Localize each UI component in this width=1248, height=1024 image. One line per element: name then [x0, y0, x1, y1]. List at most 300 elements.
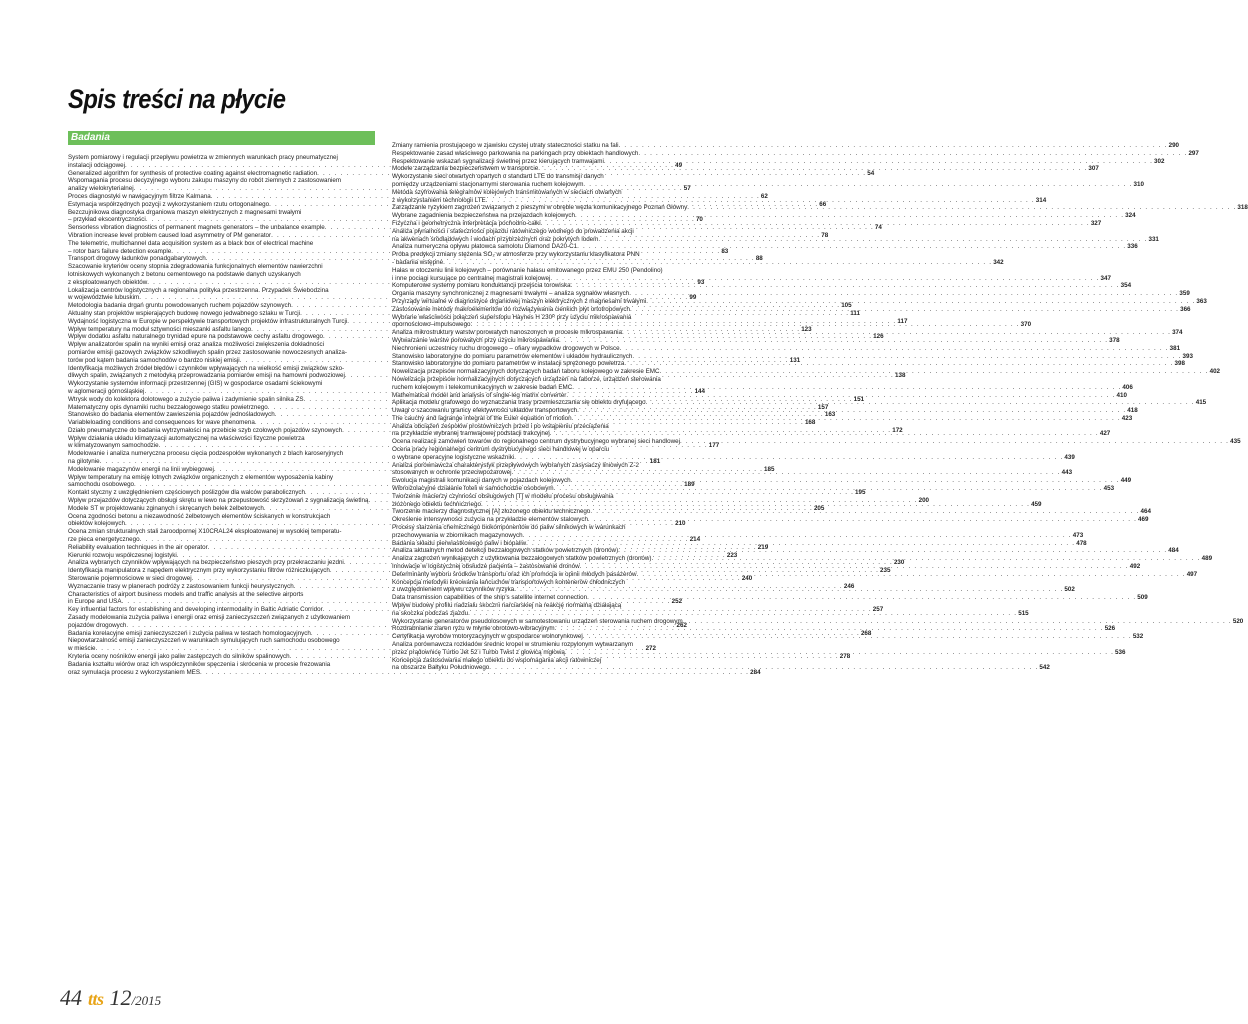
- toc-entry-title-line: Identyfikacja możliwych źródeł błędów i czynników wpływających na wielkość emisji związków szko-: [68, 364, 345, 372]
- toc-entry-title-line: Variableloading conditions and consequences for wave phenomena: [68, 419, 255, 427]
- toc-entry-title-line: Zasady modelowania zużycia paliwa i energii oraz emisji zanieczyszczeń związanych z użytkowaniem: [68, 614, 351, 622]
- toc-leader-dots: [618, 142, 1167, 150]
- toc-entry-page: 70: [695, 216, 703, 224]
- toc-entry-title-line: Analiza aktualnych metod detekcji bezzałogowych statków powietrznych (dronów): [392, 547, 619, 555]
- toc-entry-title-line: Generalized algorithm for synthesis of protective coating against electromagnetic radiation: [68, 169, 318, 177]
- toc-entry-page: 54: [867, 169, 875, 177]
- toc-entry-title-line: Wydajność logistyczna w Europie w perspektywie transportowych projektów infrastrukturalnych Turcji: [68, 317, 348, 325]
- toc-entry-title-line: Certyfikacja wyrobów motoryzacyjnych w gospodarce wolnorynkowej: [392, 633, 583, 641]
- toc-leader-dots: [637, 571, 1186, 579]
- toc-entry-page: 370: [1020, 321, 1032, 329]
- toc-entry-title-line: Reliability evaluation techniques in the air operator: [68, 543, 208, 551]
- toc-entry-title-line: - badania wstępne: [392, 258, 444, 266]
- toc-entry-page: 478: [1076, 539, 1087, 547]
- toc-entry-title-line: Wpływ budowy profilu nadzialu skoczni narciarskiej na reakcję normalną działającą: [392, 602, 622, 610]
- toc-leader-dots: [550, 430, 1099, 438]
- toc-entry-title-line: Niepowtarzalność emisji zanieczyszczeń w warunkach symulujących ruch samochodu osobowego: [68, 637, 340, 645]
- toc-entry-title-line: instalacji odciągowej: [68, 161, 125, 169]
- toc-entry-title-line: stosowanych w ochronie przeciwpożarowej: [392, 469, 512, 477]
- toc-entry-page: 318: [1237, 204, 1248, 212]
- toc-entry-page: 88: [755, 255, 763, 263]
- toc-entry-page: 324: [1125, 212, 1136, 220]
- toc-entry-page: 138: [895, 372, 906, 380]
- toc-entry-page: 157: [817, 403, 829, 411]
- toc-entry-page: 181: [649, 458, 661, 466]
- toc-leader-dots: [687, 204, 1236, 212]
- toc-leader-dots: [604, 158, 1153, 166]
- toc-entry-page: 302: [1154, 157, 1165, 165]
- toc-entry-title-line: o wybrane operacyjne logistyczne wskaźniki: [392, 453, 515, 461]
- toc-entry-page: 195: [855, 489, 866, 497]
- toc-leader-dots: [486, 197, 1035, 205]
- toc-leader-dots: [652, 555, 1201, 563]
- toc-leader-dots: [555, 625, 1104, 633]
- toc-entry-title-line: Wytwarzanie warstw porowatych przy użyciu mikrospawania: [392, 336, 560, 344]
- toc-entry-title-line: Procesy starzenia chemicznego biokomponentów do paliw silnikowych w warunkach: [392, 524, 626, 532]
- issue-number: 12: [109, 985, 132, 1010]
- toc-entry-title-line: Tworzenie macierzy czynności obsługowych [T] w modelu procesu obsługiwania: [392, 492, 614, 500]
- toc-leader-dots: [565, 649, 1114, 657]
- toc-entry-page: 374: [1172, 329, 1183, 337]
- toc-leader-dots: [624, 360, 1173, 368]
- toc-leader-dots: [587, 594, 1136, 602]
- toc-entry-title-line: Respektowanie wskazań sygnalizacji świetlnej przez kierujących tramwajami: [392, 157, 604, 165]
- toc-entry-page: 223: [726, 551, 738, 559]
- toc-entry-page: 272: [645, 645, 656, 653]
- toc-entry: [392, 617, 1244, 626]
- toc-entry-page: 163: [824, 411, 836, 419]
- toc-entry-title-line: Nowelizacja przepisów normalizacyjnych dotyczących badań taboru kolejowego w zakresie EMC: [392, 368, 660, 376]
- toc-entry-page: 497: [1186, 570, 1198, 578]
- toc-entry-title-line: Wibroizolacyjne działanie foteli w samochodzie osobowym: [392, 485, 554, 493]
- toc-entry-title-line: Respektowanie zasad właściwego parkowania na parkingach przy obiektach handlowych: [392, 149, 639, 157]
- toc-entry-page: 278: [839, 653, 851, 660]
- toc-entry-page: 144: [694, 387, 705, 395]
- toc-entry-title-line: Koncepcja zastosowania małego obiektu do wspomagania akcji ratowniczej: [392, 656, 602, 664]
- toc-entry-title-line: Rozdrabnianie ziaren ryżu w młynie obrotowo-wibracyjnym: [392, 625, 555, 633]
- toc-entry-page: 126: [873, 333, 884, 341]
- toc-leader-dots: [622, 329, 1171, 337]
- toc-entry-page: 117: [897, 317, 908, 325]
- toc-entry-page: 363: [1196, 297, 1207, 305]
- toc-entry-page: 492: [1129, 563, 1141, 571]
- toc-entry-title-line: – rotor bars failure detection example: [68, 247, 172, 255]
- toc-entry-title-line: Wspomagania procesu decyzyjnego wyboru zakupu maszyny do robót ziemnych z zastosowaniem: [68, 177, 342, 185]
- toc-entry-title-line: Data transmission capabilities of the ship’s satellite internet connection: [392, 594, 588, 602]
- toc-entry-title-line: z eksploatowanych obiektów: [68, 278, 148, 286]
- toc-leader-dots: [583, 633, 1132, 641]
- toc-entry-title-line: Zarządzanie ryzykiem zagrożeń związanych z pieszymi w obrębie węzła komunikacyjnego Poznań Główny: [392, 204, 688, 212]
- toc-leader-dots: [632, 353, 1181, 361]
- toc-entry-page: 210: [675, 520, 686, 528]
- toc-entry-title-line: Działo pneumatyczne do badania wytrzymałości na przebicie szyb czołowych pojazdów szynowych: [68, 426, 343, 434]
- toc-leader-dots: [630, 306, 1179, 314]
- toc-entry-title-line: Analiza mikrostruktury warstw porowatych nanoszonych w procesie mikrospawania: [392, 329, 622, 337]
- toc-entry-title-line: Wyznaczanie trasy w planerach podróży z zastosowaniem funkcji heurystycznych: [68, 582, 294, 590]
- toc-entry-page: 235: [880, 567, 891, 575]
- toc-entry: [392, 142, 1180, 150]
- toc-entry-page: 314: [1035, 196, 1047, 204]
- toc-entry-title-line: Nowelizacja przepisów normalizacyjnych dotyczących urządzeń na taborze, urządzeń sterowania: [392, 375, 661, 383]
- toc-entry-title-line: z wykorzystaniem technologii LTE: [392, 196, 486, 204]
- toc-entry-page: 66: [819, 200, 827, 208]
- toc-entry-page: 252: [671, 598, 683, 606]
- toc-entry-title-line: Badania składu pierwiastkowego paliw i biopaliw: [392, 539, 527, 547]
- toc-entry-page: 489: [1201, 555, 1213, 563]
- toc-entry-title-line: Kierunki rozwoju współczesnej logistyki: [68, 551, 177, 559]
- toc-leader-dots: [554, 485, 1103, 493]
- toc-entry-title-line: System pomiarowy i regulacji przepływu powietrza w zmiennych warunkach pracy pneumatycznej: [68, 154, 338, 161]
- toc-entry-page: 57: [683, 185, 691, 193]
- toc-entry-title-line: pomiarów emisji gazowych związków szkodliwych spalin przez zastosowanie nowoczesnych analiza-: [68, 348, 347, 356]
- toc-entry-title-line: in Europe and USA: [68, 598, 122, 606]
- toc-entry-title-line: i inne pociągi kursujące po centralnej magistrali kolejowej: [392, 274, 551, 282]
- toc-entry-title-line: Modele ST w projektowaniu zginanych i skręcanych belek żelbetowych: [68, 504, 264, 512]
- toc-entry-title-line: w klimatyzowanym samochodzie: [68, 442, 159, 450]
- toc-leader-dots: [512, 469, 1061, 477]
- toc-entry-page: 406: [1122, 383, 1133, 391]
- toc-entry-title-line: na akwenach śródlądowych i wodach przybrzeżnych oraz pokrytych lodem: [392, 235, 599, 243]
- toc-entry-page: 177: [708, 442, 720, 450]
- toc-entry-title-line: Estymacja współrzędnych pozycji z wykorzystaniem rzutu ortogonalnego: [68, 200, 270, 208]
- toc-entry-title-line: Wpływ temperatury na emisję lotnych związków organicznych z elementów wyposażenia kabiny: [68, 473, 334, 481]
- toc-entry-title-line: The cauchy and lagrange integral of the Euler equation of motion: [392, 414, 572, 422]
- toc-entry-title-line: Aktualny stan projektów wspierających budowę nowego jedwabnego szlaku w Turcji: [68, 309, 301, 317]
- toc-entry-title-line: Wpływ przejazdów dotyczących obsługi skrętu w lewo na przepustowość skrzyżowań z sygnalizacją świetlną: [68, 497, 369, 505]
- toc-entry-page: 172: [892, 426, 903, 434]
- toc-entry-page: 131: [789, 356, 801, 364]
- toc-leader-dots: [523, 532, 1072, 540]
- toc-entry-title-line: Matematyczny opis dynamiki ruchu bezzałogowego statku powietrznego: [68, 403, 268, 411]
- toc-entry-title-line: Analiza porównawcza rozkładów średnic kropel w strumieniu rozpylonym wytwarzanym: [392, 641, 634, 648]
- toc-entry: [392, 157, 1165, 166]
- toc-entry-title-line: Próba predykcji zmiany stężenia SO₂ w atmosferze przy wykorzystaniu klasyfikatora PNN: [392, 251, 640, 259]
- toc-entry-title-line: rze pieca energetycznego: [68, 536, 140, 544]
- toc-entry-title-line: samochodu osobowego: [68, 481, 135, 489]
- toc-entry-title-line: Wpływ dodatku asfaltu naturalnego trynidad epure na podstawowe cechy asfaltu drogowego: [68, 333, 324, 341]
- toc-entry-title-line: dliwych spalin, związanych z metodyką przeprowadzania pomiarów emisji na hamowni podwoziowej: [68, 372, 345, 380]
- toc-entry-title-line: przez prądownicę Turbo Jet 52 i Turbo Twist z głowicą mgłową: [392, 648, 565, 656]
- toc-entry-title-line: na obszarze Bałtyku Południowego: [392, 664, 490, 672]
- toc-entry-page: 520: [1232, 617, 1244, 625]
- toc-entry-title-line: Metodologia badania drgań gruntu powodowanych ruchem pojazdów szynowych: [68, 302, 292, 310]
- toc-entry-page: 327: [1090, 219, 1102, 227]
- toc-leader-dots: [638, 150, 1187, 158]
- toc-entry-title-line: w mieście: [68, 645, 96, 653]
- toc-entry-title-line: Analiza wybranych czynników wpływających na bezpieczeństwo pieszych przy przekraczaniu jezdni: [68, 559, 344, 567]
- toc-entry-page: 453: [1103, 485, 1115, 493]
- toc-entry-page: 290: [1168, 142, 1180, 149]
- toc-entry-title-line: Zastosowanie metody makroelementów do rozwiązywania cienkich płyt ortotropowych: [392, 305, 630, 313]
- toc-entry-page: 410: [1116, 391, 1127, 399]
- toc-entry-page: 240: [741, 575, 753, 583]
- toc-entry-title-line: Bezczujnikowa diagnostyka drganiowa maszyn elektrycznych z magnesami trwałymi: [68, 208, 302, 216]
- toc-leader-dots: [659, 368, 1208, 376]
- toc-entry: [392, 290, 1190, 298]
- toc-entry-title-line: Ocena zgodności betonu a niezawodność żelbetowych elementów ściskanych w konstrukcjach: [68, 512, 331, 520]
- toc-entry-page: 336: [1127, 243, 1138, 251]
- toc-entry-title-line: Wtrysk wody do kolektora dolotowego a zużycie paliwa i zadymienie spalin silnika ZS: [68, 395, 304, 403]
- toc-entry-page: 214: [689, 536, 701, 544]
- toc-entry-title-line: Ocena zmian strukturalnych stali żaroodpornej X10CRAL24 eksploatowanej w wysokiej temperatu-: [68, 528, 342, 536]
- toc-entry: [392, 149, 1199, 158]
- journal-logo: tts: [88, 989, 104, 1009]
- toc-entry-title-line: złożonego obiektu technicznego: [392, 500, 481, 508]
- toc-entry-page: 168: [804, 419, 816, 427]
- toc-leader-dots: [646, 399, 1195, 407]
- toc-entry-page: 347: [1100, 274, 1111, 282]
- toc-entry-page: 99: [689, 294, 697, 302]
- toc-entry-title-line: Modele zarządzania bezpieczeństwem w transporcie: [392, 165, 539, 173]
- toc-entry-page: 49: [675, 161, 683, 169]
- toc-entry-page: 105: [841, 302, 852, 310]
- toc-entry-title-line: Determinanty wyboru środków transportu oraz ich promocja w opinii młodych pasażerów: [392, 570, 637, 578]
- toc-entry-title-line: Tworzenie macierzy diagnostycznej [A] złożonego obiektu technicznego: [392, 508, 591, 516]
- toc-entry-title-line: Wybrane właściwości połączeń superstopu Haynes H 230ᴿ przy użyciu mikrospawania: [392, 313, 632, 321]
- toc-leader-dots: [481, 501, 1030, 509]
- toc-entry-page: 205: [813, 504, 825, 512]
- issue-year: /2015: [131, 993, 162, 1008]
- toc-leader-dots: [443, 259, 992, 267]
- toc-entry-page: 526: [1104, 625, 1116, 633]
- toc-entry-title-line: Aplikacja modelu grafowego do wyznaczania trasy przemieszczania się obiektu dryfującego: [392, 399, 646, 407]
- toc-entry-page: 74: [874, 224, 882, 232]
- toc-entry-page: 378: [1109, 336, 1120, 344]
- toc-entry-title-line: Ocena pracy regionalnego centrum dystrybucyjnego sieci handlowej w oparciu: [392, 446, 610, 454]
- toc-entry-page: 484: [1168, 547, 1179, 555]
- toc-entry-page: 189: [684, 481, 695, 489]
- toc-entry-title-line: Badania kształtu wiórów oraz ich współczynników spęczenia i skrócenia w procesie frezowania: [68, 660, 331, 668]
- section-header: Badania: [68, 131, 375, 145]
- toc-entry-title-line: Transport drogowy ładunków ponadgabarytowych: [68, 255, 206, 263]
- toc-entry-title-line: Wykorzystanie generatorów pseudolosowych w samotestowaniu urządzeń sterowania ruchem drogowym: [392, 617, 683, 625]
- toc-entry-title-line: przechowywania w zbiornikach magazynowych: [392, 531, 523, 539]
- toc-entry-page: 185: [764, 465, 775, 473]
- toc-entry-page: 381: [1169, 344, 1181, 352]
- toc-entry-title-line: Analiza porównawcza charakterystyk przepływowych wybranych zasysaczy liniowych Z-2: [392, 461, 639, 469]
- toc-entry-title-line: Mathematical model and analysis of single-leg matrix converter: [392, 391, 567, 399]
- toc-leader-dots: [620, 345, 1169, 353]
- toc-entry-title-line: Metoda szyfrowania telegramów kolejowych transmitowanych w sieciach otwartych: [392, 188, 622, 196]
- toc-leader-dots: [471, 321, 1020, 329]
- toc-entry-page: 439: [1064, 453, 1075, 461]
- toc-leader-dots: [598, 236, 1147, 244]
- toc-entry-page: 230: [893, 559, 905, 567]
- toc-entry-page: 366: [1180, 305, 1191, 313]
- toc-leader-dots: [583, 181, 1132, 189]
- toc-entry-title-line: Stanowisko laboratoryjne do pomiaru parametrów w instalacji sprężonego powietrza: [392, 360, 625, 368]
- toc-entry-page: 123: [801, 325, 812, 333]
- toc-entry: [392, 594, 1148, 602]
- toc-leader-dots: [572, 384, 1121, 392]
- toc-entry-title-line: Stanowisko do badania elementów zawieszenia pojazdów jednośladowych: [68, 411, 275, 419]
- toc-entry-title-line: Identyfikacja manipulatora z napędem elektrycznym przy wykorzystaniu filtrów różniczkujących: [68, 567, 330, 575]
- page-title: Spis treści na płycie: [68, 84, 286, 114]
- toc-entry-title-line: na gilotynie: [68, 458, 100, 466]
- toc-entry-page: 473: [1072, 531, 1084, 539]
- toc-leader-dots: [526, 540, 1075, 548]
- toc-entry: [392, 477, 1132, 485]
- toc-leader-dots: [559, 337, 1108, 345]
- toc-entry-page: 354: [1120, 282, 1132, 290]
- toc-entry-page: 310: [1133, 180, 1144, 188]
- toc-entry-page: 402: [1209, 368, 1221, 376]
- toc-entry-title-line: Vibration increase level problem caused load asymmetry of PM generator: [68, 231, 272, 239]
- toc-entry-title-line: Analiza płynalności i stateczności pojazdu ratowniczego wodnego do prowadzenia akcji: [392, 227, 634, 235]
- toc-entry-title-line: Lokalizacja centrów logistycznych a regionalna polityka przestrzenna. Przypadek Świebodzina: [68, 286, 329, 294]
- toc-entry-title-line: – przykład ekscentryczności: [68, 216, 146, 224]
- toc-entry-title-line: The telemetric, multichannel data acquisition system as a black box of electrical machine: [68, 239, 314, 247]
- toc-leader-dots: [514, 454, 1063, 462]
- toc-entry-title-line: Analiza numeryczna opływu płatowca samolotu Diamond DA20-C1: [392, 243, 578, 251]
- toc-leader-dots: [580, 563, 1129, 571]
- toc-entry-page: 398: [1174, 360, 1185, 368]
- toc-entry-title-line: Modelowanie i analiza numeryczna procesu cięcia podzespołów wykonanych z blach karoseryjnych: [68, 450, 344, 458]
- toc-entry-page: 443: [1061, 469, 1073, 477]
- toc-leader-dots: [588, 516, 1137, 524]
- toc-entry-page: 502: [1064, 586, 1075, 594]
- toc-entry-page: 469: [1138, 516, 1149, 524]
- toc-entry-title-line: opornościowo–impulsowego: [392, 321, 471, 329]
- toc-leader-dots: [550, 275, 1099, 283]
- toc-entry-page: 257: [872, 606, 884, 614]
- toc-entry-title-line: Komputerowe systemy pomiaru konduktancji przejścia torowiska: [392, 282, 571, 290]
- toc-entry-page: 151: [853, 395, 865, 403]
- toc-entry-page: 342: [993, 258, 1004, 266]
- toc-entry-title-line: Określenie intensywności zużycia na przykładzie elementów stalowych: [392, 516, 588, 524]
- toc-entry-page: 459: [1031, 500, 1042, 508]
- toc-entry-title-line: Analiza zagrożeń wynikających z użytkowania bezzałogowych statków powietrznych (dronów): [392, 555, 652, 563]
- toc-entry-page: 200: [918, 497, 930, 505]
- toc-entry-title-line: Ewolucja magistrali komunikacji danych w pojazdach kolejowych: [392, 477, 571, 485]
- toc-entry-title-line: Przyrządy wirtualne w diagnostyce drganiowej maszyn elektrycznych z magnesami trwałymi: [392, 297, 647, 305]
- toc-entry-page: 418: [1127, 407, 1138, 415]
- toc-entry-page: 449: [1120, 477, 1132, 485]
- toc-leader-dots: [577, 243, 1126, 251]
- toc-leader-dots: [514, 586, 1063, 594]
- toc-entry-page: 93: [697, 278, 705, 286]
- toc-leader-dots: [566, 392, 1115, 400]
- toc-entry-title-line: torów pod kątem badania samochodów o bardzo niskiej emisji: [68, 356, 240, 364]
- toc-leader-dots: [577, 407, 1126, 415]
- toc-leader-dots: [646, 298, 1195, 306]
- toc-entry-title-line: Wpływ temperatury na moduł sztywności mieszanki asfaltu lanego: [68, 325, 252, 333]
- toc-entry-title-line: oraz symulacja procesu z wykorzystaniem MES: [68, 668, 200, 676]
- toc-entry: [392, 344, 1181, 353]
- toc-leader-dots: [571, 282, 1120, 290]
- toc-entry-title-line: Key influential factors for establishing and developing intermodality in Baltic Adriatic Corridor: [68, 606, 323, 614]
- toc-entry-page: 83: [721, 247, 729, 255]
- toc-entry-page: 62: [760, 192, 768, 200]
- toc-entry-page: 423: [1121, 414, 1133, 422]
- toc-leader-dots: [590, 508, 1139, 516]
- toc-entry-title-line: Kontakt styczny z uwzględnieniem częściowych poślizgów dla walców parabolicznych: [68, 489, 305, 497]
- toc-entry-title-line: lotniskowych wykonanych z betonu cementowego na podstawie danych uzyskanych: [68, 270, 301, 278]
- toc-entry-title-line: obiektów kolejowych: [68, 520, 125, 528]
- toc-entry-title-line: pojazdów drogowych: [68, 621, 127, 629]
- toc-entry-title-line: Organia maszyny synchronicznej z magnesami trwałymi – analiza sygnałów własnych: [392, 290, 630, 298]
- toc-entry-page: 532: [1132, 633, 1144, 641]
- toc-entry-title-line: w aglomeracji górnośląskiej: [68, 387, 145, 395]
- toc-entry-page: 246: [843, 582, 855, 590]
- toc-leader-dots: [489, 664, 1038, 672]
- toc-entry-page: 435: [1230, 438, 1241, 446]
- toc-leader-dots: [468, 610, 1017, 618]
- toc-entry-title-line: Wpływ analizatorów spalin na wyniki emisji oraz analiza możliwości zwiększenia dokładności: [68, 341, 325, 349]
- toc-leader-dots: [571, 477, 1120, 485]
- toc-entry-page: 219: [757, 543, 769, 551]
- toc-entry-title-line: na przykładzie wybranej tramwajowej podstacji trakcyjnej: [392, 430, 550, 438]
- toc-entry-title-line: Stanowisko laboratoryjne do pomiaru parametrów elementów i układów hydraulicznych: [392, 352, 633, 360]
- page-footer: [60, 985, 161, 1015]
- toc-entry-page: 359: [1179, 290, 1190, 298]
- toc-entry-title-line: Sensorless vibration diagnostics of permanent magnets generators – the unbalance example: [68, 224, 325, 232]
- toc-entry-title-line: Proces diagnostyki w nawigacyjnym filtrze Kalmana: [68, 192, 211, 200]
- toc-entry-page: 536: [1115, 648, 1126, 656]
- toc-entry-title-line: Fizyczna i geometryczna interpretacja pochodno-całki: [392, 219, 541, 227]
- page-number: 44: [60, 985, 82, 1010]
- toc-leader-dots: [538, 165, 1087, 173]
- toc-entry-title-line: Wybrane zagadnienia bezpieczeństwa na przejazdach kolejowych: [392, 212, 576, 220]
- toc-entry-title-line: Analiza obciążeń zespołów prostowniczych przed i po wstąpieniu przeciążenia: [392, 422, 609, 430]
- toc-entry-title-line: z uwzględnieniem wpływu czynników ryzyka: [392, 586, 515, 594]
- toc-entry-page: 331: [1148, 235, 1159, 243]
- toc-entry-page: 78: [821, 231, 829, 239]
- toc-entry-page: 268: [860, 629, 872, 637]
- toc-leader-dots: [683, 618, 1232, 626]
- toc-entry: [392, 516, 1149, 524]
- toc-entry-page: 515: [1018, 609, 1029, 617]
- toc-leader-dots: [680, 438, 1229, 446]
- toc-entry-title-line: Uwagi o szacowaniu granicy efektywności układów transportowych: [392, 407, 578, 415]
- toc-leader-dots: [629, 290, 1178, 298]
- toc-entry-page: 415: [1195, 399, 1207, 407]
- toc-entry-title-line: ruchem kolejowym i telekomunikacyjnych w zakresie badań EMC: [392, 383, 573, 391]
- toc-entry-page: 307: [1088, 165, 1099, 173]
- toc-entry-page: 393: [1182, 352, 1193, 360]
- toc-entry-title-line: Badania korelacyjne emisji zanieczyszczeń i zużycia paliwa w testach homologacyjnych: [68, 629, 311, 637]
- toc-entry-title-line: Zmiany ramienia prostującego w zjawisku czystej utraty stateczności statku na fali: [392, 142, 619, 149]
- toc-entry-title-line: Modelowanie magazynów energii na linii wybiegowej: [68, 465, 214, 473]
- toc-entry-title-line: Koncepcja metodyki kreowania łańcuchów transportowych kontenerów chłodniczych: [392, 578, 626, 586]
- toc-entry-title-line: w województwie lubuskim: [68, 294, 140, 302]
- toc-entry-page: 297: [1188, 149, 1199, 157]
- toc-entry-title-line: na skoczka podczas zjazdu: [392, 609, 469, 617]
- toc-entry-page: 284: [750, 668, 761, 676]
- toc-entry-title-line: Innowacje w logistycznej obsłudze pacjenta – zastosowanie dronów: [392, 563, 580, 571]
- toc-entry-title-line: Ocena realizacji zamówień towarów do regionalnego centrum dystrybucyjnego wybranej sieci handlowej: [392, 438, 680, 446]
- toc-leader-dots: [572, 415, 1121, 423]
- toc-leader-dots: [541, 220, 1090, 228]
- toc-entry-page: 427: [1099, 430, 1111, 438]
- toc-leader-dots: [618, 547, 1167, 555]
- toc-entry-title-line: Niechronieni uczestnicy ruchu drogowego – ofiary wypadków drogowych w Polsce: [392, 344, 620, 352]
- toc-entry-title-line: Hałas w otoczeniu linii kolejowych – porównanie hałasu emitowanego przez EMU 250 (Pendolino): [392, 266, 663, 274]
- toc-entry-page: 111: [850, 309, 860, 317]
- toc-entry-page: 542: [1039, 664, 1050, 672]
- toc-leader-dots: [575, 212, 1124, 220]
- toc-entry-page: 509: [1137, 594, 1148, 602]
- toc-entry-title-line: Sterowanie pojemnościowe w sieci drogowej: [68, 575, 192, 583]
- toc-entry-title-line: Szacowanie kryteriów oceny stopnia zdegradowania funkcjonalnych elementów nawierzchni: [68, 263, 323, 271]
- toc-entry-title-line: Characteristics of airport business models and traffic analysis at the selective airports: [68, 590, 304, 598]
- toc-entry-title-line: Kryteria oceny nośników energii jako paliw zastępczych do silników spalinowych: [68, 653, 290, 660]
- toc-entry-title-line: Wykorzystanie systemów informacji przestrzennej (GIS) w gospodarce osadami ściekowymi: [68, 380, 323, 388]
- toc-entry-title-line: Wykorzystanie sieci otwartych opartych o standard LTE do transmisji danych: [392, 173, 604, 181]
- toc-entry-title-line: analizy wielokryterialnej: [68, 185, 134, 193]
- toc-entry-title-line: Wpływ działania układu klimatyzacji automatycznej na właściwości fizyczne powietrza: [68, 434, 305, 442]
- toc-entry-title-line: pomiędzy urządzeniami stacjonarnymi sterowania ruchem kolejowym: [392, 180, 584, 188]
